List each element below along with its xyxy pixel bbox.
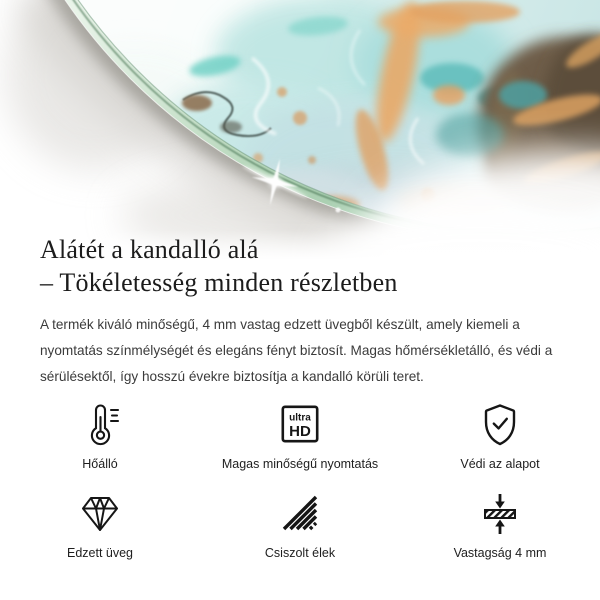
title-line-2: – Tökéletesség minden részletben [40,268,398,297]
feature-label: Hőálló [82,457,118,471]
ultra-hd-icon [278,402,322,446]
page-title [40,233,570,299]
thermometer-icon [78,402,122,446]
feature-protects-base [400,402,600,471]
product-description: A termék kiváló minőségű, 4 mm vastag edzett üvegből készült, amely kiemeli a nyomtatás színmélységét és elegáns fényt biztosít. Magas hőmérsékletálló, és védi a sérülésektől, így hosszú évekre biztosítja a kandalló körüli teret. [40,317,553,384]
shield-check-icon [478,402,522,446]
diamond-icon [77,491,123,535]
glass-mat-illustration [0,0,600,260]
feature-thickness [400,491,600,560]
feature-label: Edzett üveg [66,546,133,560]
ultra-hd-badge-bottom: HD [289,423,311,440]
product-text-section [40,233,570,390]
thickness-icon [478,491,522,535]
feature-label: Vastagság 4 mm [453,546,547,560]
title-line-1: Alátét a kandalló alá [40,235,259,264]
ultra-hd-badge-top: ultra [289,412,311,424]
feature-polished-edges [200,491,400,560]
polished-edges-icon [278,491,322,535]
feature-label: Csiszolt élek [264,546,336,560]
feature-tempered-glass [0,491,200,560]
features-grid [0,402,600,560]
feature-label: Magas minőségű nyomtatás [221,457,379,471]
feature-heat-resistant [0,402,200,471]
product-hero-image [0,0,600,260]
feature-print-quality [200,402,400,471]
feature-label: Védi az alapot [460,457,540,471]
